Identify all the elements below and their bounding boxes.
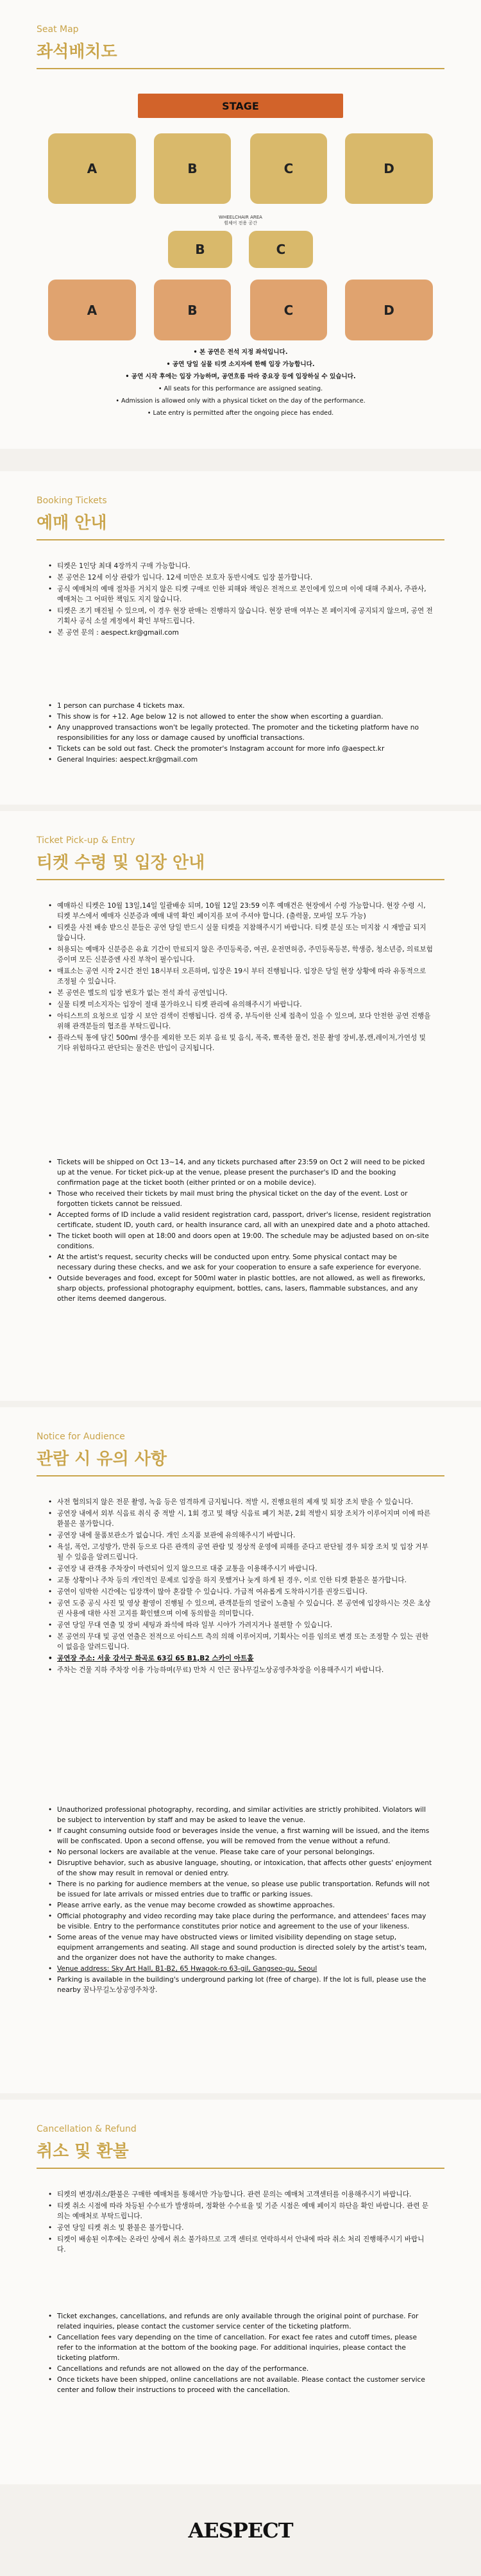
list-item: • 사전 협의되지 않은 전문 촬영, 녹음 등은 엄격하게 금지됩니다. 적발 시, 진행요원의 제재 및 퇴장 조치 받을 수 있습니다.	[48, 1497, 433, 1507]
notice-title-en: Notice for Audience	[37, 1432, 125, 1442]
list-item: • 공연장 내에 물품보관소가 없습니다. 개인 소지품 보관에 유의해주시기 바랍니다.	[48, 1530, 433, 1541]
list-item: • 욕설, 폭언, 고성방가, 만취 등으로 다른 관객의 공연 관람 및 정상적 운영에 피해를 준다고 판단될 경우 퇴장 조치 및 입장 거부될 수 있음을 알려드립니다.	[48, 1542, 433, 1562]
list-item: • 본 공연 문의 : aespect.kr@gmail.com	[48, 628, 433, 638]
list-item: • Unauthorized professional photography, recording, and similar activities are strictly prohibited. Violators will be subject to intervention by staff and may be asked to leave the venue.	[48, 1805, 433, 1825]
seat-block-top-d: D	[345, 133, 433, 204]
stage: STAGE	[138, 94, 343, 118]
list-item: • 플라스틱 통에 담긴 500ml 생수를 제외한 모든 외부 음료 및 음식, 폭죽, 뾰족한 물건, 전문 촬영 장비,봉,캔,레이저,가연성 및 기타 위험하다고 판단되는 물건은 반입이 금지됩니다.	[48, 1033, 433, 1053]
list-item: • 본 공연은 별도의 입장 번호가 없는 전석 좌석 공연입니다.	[48, 988, 433, 998]
list-item: • Those who received their tickets by mail must bring the physical ticket on the day of the event. Lost or forgotten tickets cannot be reissued.	[48, 1189, 433, 1209]
list-item: • Tickets will be shipped on Oct 13~14, and any tickets purchased after 23:59 on Oct 2 will need to be picked up at the venue. For ticket pick-up at the venue, please present the purchaser's ID and the booking confirmation page at the ticket booth (either printed or on a mobile device).	[48, 1157, 433, 1188]
list-item: • 교통 상황이나 주차 등의 개인적인 문제로 입장을 하지 못했거나 늦게 하게 된 경우, 이로 인한 티켓 환불은 불가합니다.	[48, 1575, 433, 1585]
seat-block-bottom-b: B	[154, 280, 231, 340]
list-item: • If caught consuming outside food or beverages inside the venue, a first warning will be issued, and the items will be confiscated. Upon a second offense, you will be removed from the venue without a refund.	[48, 1826, 433, 1846]
cancel-list-en	[48, 2311, 433, 2396]
list-item: • 공식 예매처의 예매 절차를 거치지 않은 티켓 구매로 인한 피해와 책임은 전적으로 본인에게 있으며 이에 대해 주최사, 주관사, 예매처는 그 어떠한 책임도 지지 않습니다.	[48, 584, 433, 605]
seatmap-title-ko: 좌석배치도	[37, 42, 117, 62]
list-item: • General Inquiries: aespect.kr@gmail.com	[48, 755, 433, 765]
cancel-list-ko	[48, 2189, 433, 2256]
section-divider	[37, 2168, 444, 2169]
notice-list-ko	[48, 1497, 433, 1677]
list-item: • Disruptive behavior, such as abusive language, shouting, or intoxication, that affects other guests' enjoyment of the show may result in removal or denied entry.	[48, 1858, 433, 1878]
list-item: • Once tickets have been shipped, online cancellations are not available. Please contact the customer service center and follow their instructions to proceed with the cancellation.	[48, 2375, 433, 2395]
pickup-title-en: Ticket Pick-up & Entry	[37, 835, 135, 846]
list-item: • 1 person can purchase 4 tickets max.	[48, 701, 433, 711]
section-divider	[37, 1475, 444, 1476]
seatmap-note: • 공연 당일 실물 티켓 소지자에 한해 입장 가능합니다.	[166, 361, 315, 368]
notice-list-en	[48, 1805, 433, 1996]
list-item: • Official photography and video recording may take place during the performance, and attendees' faces may be visible. Entry to the performance constitutes prior notice and agreement to the use of your likeness.	[48, 1911, 433, 1932]
seatmap-note: • Late entry is permitted after the ongoing piece has ended.	[147, 410, 334, 417]
list-item: • 공연이 임박한 시간에는 입장객이 많아 혼잡할 수 있습니다. 가급적 여유롭게 도착하시기를 권장드립니다.	[48, 1587, 433, 1597]
list-item: • 아티스트의 요청으로 입장 시 보안 검색이 진행됩니다. 검색 중, 부득이한 신체 접촉이 있을 수 있으며, 보다 안전한 공연 진행을 위해 관객분들의 협조를 부탁드립니다.	[48, 1011, 433, 1032]
pickup-section	[0, 811, 481, 1401]
list-item: • 공연장 주소: 서울 강서구 화곡로 63길 65 B1,B2 스카이 아트홀	[48, 1653, 433, 1664]
list-item: • 티켓은 조기 매진될 수 있으며, 이 경우 현장 판매는 진행하지 않습니다. 현장 판매 여부는 본 페이지에 공지되지 않으며, 공연 전 기획사 공식 소셜 계정에서 확인 부탁드립니다.	[48, 606, 433, 626]
seat-block-top-b: B	[154, 133, 231, 204]
list-item: • Ticket exchanges, cancellations, and refunds are only available through the original point of purchase. For related inquiries, please contact the customer service center of the ticketing platform.	[48, 2311, 433, 2332]
list-item: • Accepted forms of ID include a valid resident registration card, passport, driver's license, resident registration certificate, student ID, youth card, or health insurance card, all with an unexpired date and a photo attached.	[48, 1210, 433, 1230]
cancel-title-ko: 취소 및 환불	[37, 2142, 129, 2161]
notice-title-ko: 관람 시 유의 사항	[37, 1450, 167, 1469]
wheelchair-area-label	[192, 215, 289, 226]
list-item: • No personal lockers are available at the venue. Please take care of your personal belongings.	[48, 1847, 433, 1857]
booking-section	[0, 471, 481, 805]
list-item: • The ticket booth will open at 18:00 and doors open at 19:00. The schedule may be adjusted based on on-site conditions.	[48, 1231, 433, 1251]
booking-list-ko	[48, 561, 433, 639]
list-item: • 매표소는 공연 시작 2시간 전인 18시부터 오픈하며, 입장은 19시 부터 진행됩니다. 입장은 당일 현장 상황에 따라 유동적으로 조정될 수 있습니다.	[48, 966, 433, 987]
list-item: • Some areas of the venue may have obstructed views or limited visibility depending on stage setup, equipment arrangements and seating. All stage and sound production is directed solely by the artist's team, and the organizer does not have the authority to make changes.	[48, 1932, 433, 1963]
booking-title-en: Booking Tickets	[37, 496, 107, 506]
brand-logo: AESPECT	[188, 2518, 293, 2543]
seat-block-top-c: C	[250, 133, 327, 204]
seatmap-note: • 본 공연은 전석 지정 좌석입니다.	[193, 349, 288, 356]
list-item: • 공연 당일 무대 연출 및 장비 세팅과 좌석에 따라 일부 시야가 가려지거나 불편할 수 있습니다.	[48, 1620, 433, 1630]
booking-list-en	[48, 701, 433, 765]
list-item: • Cancellations and refunds are not allowed on the day of the performance.	[48, 2364, 433, 2374]
seat-block-top-a: A	[48, 133, 136, 204]
list-item: • 티켓의 변경/취소/환불은 구매한 예매처를 통해서만 가능합니다. 관련 문의는 예매처 고객센터를 이용해주시기 바랍니다.	[48, 2189, 433, 2200]
list-item: • 티켓이 배송된 이후에는 온라인 상에서 취소 불가하므로 고객 센터로 연락하셔서 안내에 따라 취소 처리 진행해주시기 바랍니다.	[48, 2234, 433, 2255]
seat-block-mid-c: C	[249, 231, 313, 268]
list-item: • Cancellation fees vary depending on the time of cancellation. For exact fee rates and cutoff times, please refer to the information at the bottom of the booking page. For additional inquiries, please contact the ticketing platform.	[48, 2332, 433, 2363]
list-item: • 공연 당일 티켓 취소 및 환불은 불가합니다.	[48, 2223, 433, 2233]
list-item: • 공연 도중 공식 사진 및 영상 촬영이 진행될 수 있으며, 관객분들의 얼굴이 노출될 수 있습니다. 본 공연에 입장하시는 것은 초상권 사용에 대한 사전 고지를 확인했으며 이에 동의함을 의미합니다.	[48, 1598, 433, 1619]
seatmap-title-en: Seat Map	[37, 24, 79, 35]
section-divider	[37, 539, 444, 540]
list-item: • 티켓 취소 시점에 따라 차등된 수수료가 발생하며, 정확한 수수료율 및 기준 시점은 예매 페이지 하단을 확인 바랍니다. 관련 문의는 예매처로 부탁드립니다.	[48, 2201, 433, 2221]
pickup-list-en	[48, 1157, 433, 1305]
list-item: • Venue address: Sky Art Hall, B1-B2, 65 Hwagok-ro 63-gil, Gangseo-gu, Seoul	[48, 1964, 433, 1974]
notice-section	[0, 1407, 481, 2093]
pickup-title-ko: 티켓 수령 및 입장 안내	[37, 853, 205, 873]
list-item: • Tickets can be sold out fast. Check the promoter's Instagram account for more info @aespect.kr	[48, 744, 433, 754]
list-item: • There is no parking for audience members at the venue, so please use public transportation. Refunds will not be issued for late arrivals or missed entries due to traffic or parking issues.	[48, 1879, 433, 1900]
list-item: • Parking is available in the building's underground parking lot (free of charge). If the lot is full, please use the nearby 꿈나무길노상공영주차장.	[48, 1975, 433, 1995]
seatmap-section	[0, 0, 481, 449]
list-item: • 주차는 건물 지하 주차장 이용 가능하며(무료) 만차 시 인근 꿈나무길노상공영주차장을 이용해주시기 바랍니다.	[48, 1665, 433, 1675]
list-item: • 본 공연은 12세 이상 관람가 입니다. 12세 미만은 보호자 동반시에도 입장 불가합니다.	[48, 573, 433, 583]
list-item: • Any unapproved transactions won't be legally protected. The promoter and the ticketing platform have no responsibilities for any loss or damage caused by unofficial transactions.	[48, 723, 433, 743]
list-item: • 예매하신 티켓은 10월 13일,14일 일괄배송 되며, 10월 12일 23:59 이후 예매건은 현장에서 수령 가능합니다. 현장 수령 시, 티켓 부스에서 예매자 신분증과 예매 내역 확인 페이지를 보여 주셔야 합니다. (출력물, 모바일 모두 가능)	[48, 901, 433, 921]
cancel-section	[0, 2100, 481, 2484]
list-item: • At the artist's request, security checks will be conducted upon entry. Some physical contact may be necessary during these checks, and we ask for your cooperation to ensure a safe experience for everyone.	[48, 1252, 433, 1273]
pickup-list-ko	[48, 901, 433, 1055]
seat-block-bottom-c: C	[250, 280, 327, 340]
seat-block-bottom-d: D	[345, 280, 433, 340]
list-item: • 실물 티켓 미소지자는 입장이 절대 불가하오니 티켓 관리에 유의해주시기 바랍니다.	[48, 999, 433, 1010]
booking-title-ko: 예매 안내	[37, 514, 107, 533]
list-item: • 티켓을 사전 배송 받으신 분들은 공연 당일 반드시 실물 티켓을 지참해주시기 바랍니다. 티켓 분실 또는 미지참 시 재발급 되지 않습니다.	[48, 923, 433, 943]
list-item: • Outside beverages and food, except for 500ml water in plastic bottles, are not allowed, as well as fireworks, sharp objects, professional photography equipment, bottles, cans, lasers, flammable substances, and any other items deemed dangerous.	[48, 1273, 433, 1304]
list-item: • 공연장 내에서 외부 식음료 취식 중 적발 시, 1회 경고 및 해당 식음료 폐기 처분, 2회 적발시 퇴장 조치가 이루어지며 이에 따른 환불은 불가합니다.	[48, 1509, 433, 1529]
section-divider	[37, 68, 444, 69]
seatmap-note: • Admission is allowed only with a physical ticket on the day of the performance.	[115, 397, 366, 405]
seatmap-note: • All seats for this performance are assigned seating.	[158, 385, 323, 392]
cancel-title-en: Cancellation & Refund	[37, 2124, 137, 2134]
section-divider	[37, 879, 444, 880]
seat-block-mid-b: B	[168, 231, 232, 268]
wheelchair-area-ko: 휠체어 전용 공간	[224, 221, 257, 226]
wheelchair-area-en: WHEELCHAIR AREA	[219, 215, 262, 220]
list-item: • 티켓은 1인당 최대 4장까지 구매 가능합니다.	[48, 561, 433, 571]
list-item: • 허용되는 예매자 신분증은 유효 기간이 만료되지 않은 주민등록증, 여권, 운전면허증, 주민등록등본, 학생증, 청소년증, 의료보험증이며 모든 신분증엔 사진 부착이 필수입니다.	[48, 944, 433, 965]
list-item: • Please arrive early, as the venue may become crowded as showtime approaches.	[48, 1900, 433, 1911]
list-item: • 본 공연의 무대 및 공연 연출은 전적으로 아티스트 측의 의해 이루어지며, 기획사는 이를 임의로 변경 또는 조정할 수 있는 권한이 없음을 알려드립니다.	[48, 1632, 433, 1652]
list-item: • This show is for +12. Age below 12 is not allowed to enter the show when escorting a guardian.	[48, 712, 433, 722]
seat-block-bottom-a: A	[48, 280, 136, 340]
seatmap-notes	[38, 346, 443, 419]
list-item: • 공연장 내 관객용 주차장이 마련되어 있지 않으므로 대중 교통을 이용해주시기 바랍니다.	[48, 1564, 433, 1574]
seatmap-note: • 공연 시작 후에는 입장 가능하며, 공연흐름 따라 중요장 등에 입장하실 수 있습니다.	[125, 373, 356, 380]
